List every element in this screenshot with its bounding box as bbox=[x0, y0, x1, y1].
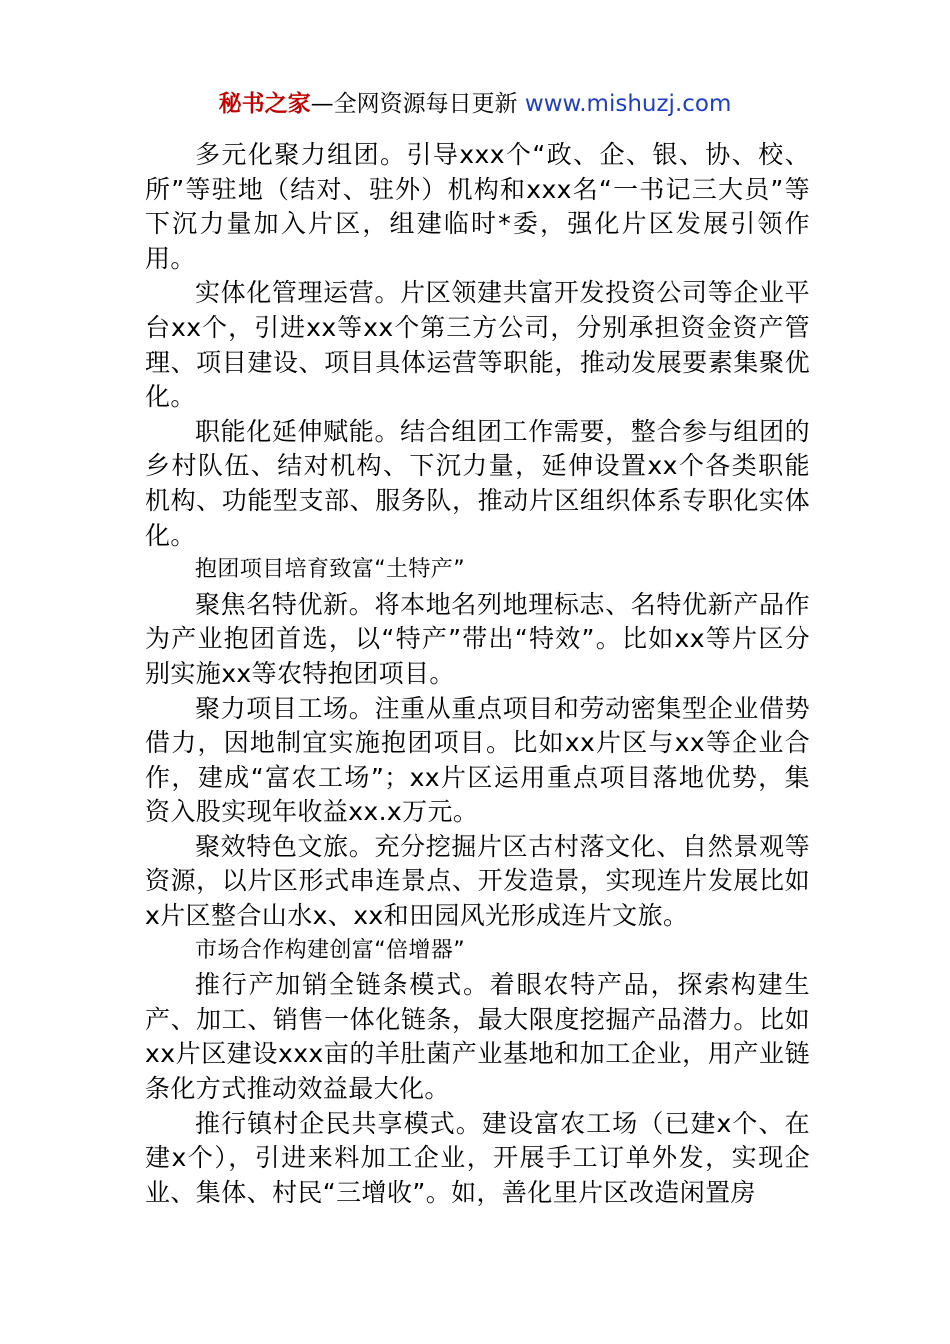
paragraph: 实体化管理运营。片区领建共富开发投资公司等企业平台xx个，引进xx等xx个第三方公司，分别承担资金资产管理、项目建设、项目具体运营等职能，推动发展要素集聚优化。 bbox=[145, 278, 810, 412]
paragraph: 多元化聚力组团。引导xxx个“政、企、银、协、校、所”等驻地（结对、驻外）机构和xxx名“一书记三大员”等下沉力量加入片区，组建临时*委，强化片区发展引领作用。 bbox=[145, 140, 810, 273]
site-url-link[interactable]: www.mishuzj.com bbox=[524, 91, 732, 117]
document-body bbox=[145, 138, 810, 1210]
paragraph: 推行产加销全链条模式。着眼农特产品，探索构建生产、加工、销售一体化链条，最大限度挖掘产品潜力。比如xx片区建设xxx亩的羊肚菌产业基地和加工企业，用产业链条化方式推动效益最大化。 bbox=[145, 970, 810, 1104]
paragraph: 聚焦名特优新。将本地名列地理标志、名特优新产品作为产业抱团首选，以“特产”带出“特效”。比如xx等片区分别实施xx等农特抱团项目。 bbox=[145, 589, 810, 688]
paragraph: 聚效特色文旅。充分挖掘片区古村落文化、自然景观等资源，以片区形式串连景点、开发造景，实现连片发展比如x片区整合山水x、xx和田园风光形成连片文旅。 bbox=[145, 831, 810, 931]
brand-name: 秘书之家 bbox=[218, 91, 311, 117]
paragraph: 职能化延伸赋能。结合组团工作需要，整合参与组团的乡村队伍、结对机构、下沉力量，延伸设置xx个各类职能机构、功能型支部、服务队，推动片区组织体系专职化实体化。 bbox=[145, 416, 810, 550]
header-tagline: —全网资源每日更新 bbox=[310, 91, 525, 117]
section-heading: 抱团项目培育致富“土特产” bbox=[195, 557, 465, 583]
section-heading: 市场合作构建创富“倍增器” bbox=[195, 937, 465, 963]
page-header bbox=[0, 88, 950, 120]
paragraph: 聚力项目工场。注重从重点项目和劳动密集型企业借势借力，因地制宜实施抱团项目。比如xx片区与xx等企业合作，建成“富农工场”；xx片区运用重点项目落地优势，集资入股实现年收益xx.x万元。 bbox=[145, 693, 810, 827]
paragraph: 推行镇村企民共享模式。建设富农工场（已建x个、在建x个），引进来料加工企业，开展手工订单外发，实现企业、集体、村民“三增收”。如，善化里片区改造闲置房 bbox=[145, 1108, 810, 1207]
